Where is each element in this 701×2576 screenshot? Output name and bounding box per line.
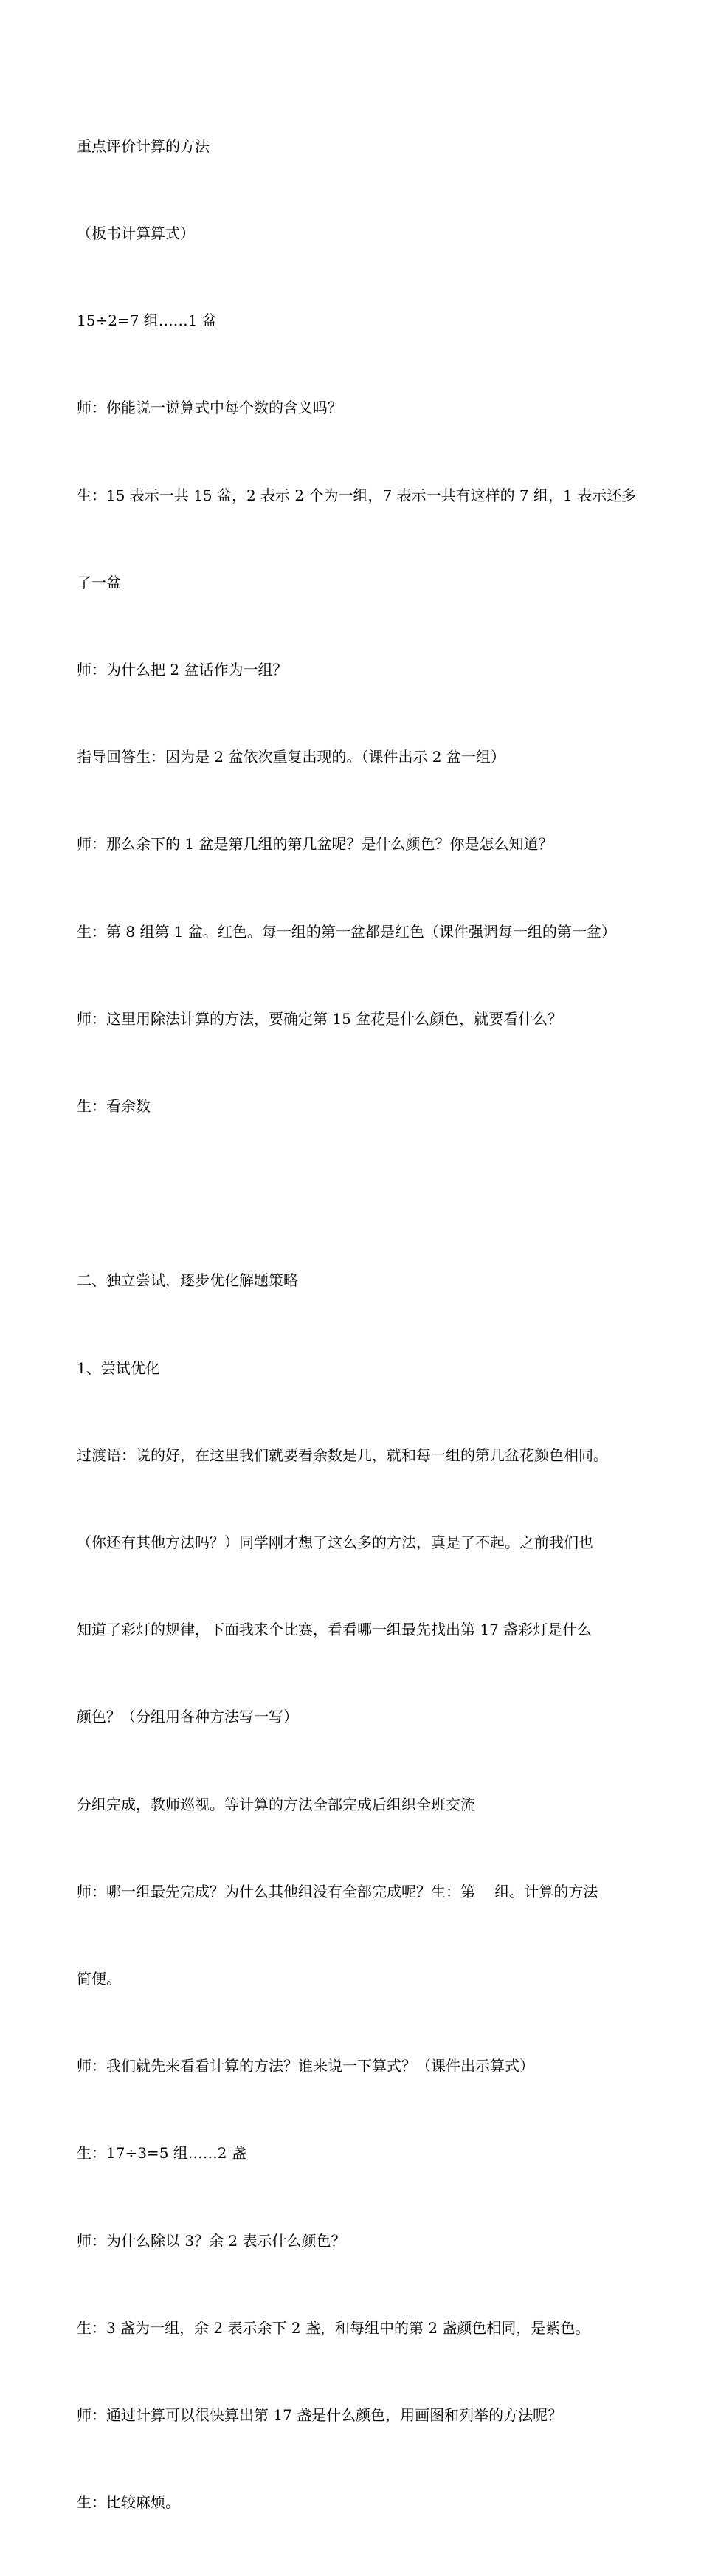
text-line: 生：第 8 组第 1 盆。红色。每一组的第一盆都是红色（课件强调每一组的第一盆） [77, 922, 616, 941]
text-line: 生：17÷3=5 组……2 盏 [77, 2144, 246, 2163]
text-line: 生：15 表示一共 15 盆，2 表示 2 个为一组，7 表示一共有这样的 7 组，1 表示还多 [77, 486, 637, 504]
text-line: 师：你能说一说算式中每个数的含义吗？ [77, 399, 342, 417]
text-line: 师：我们就先来看看计算的方法？谁来说一下算式？（课件出示算式） [77, 2057, 534, 2075]
section-heading: 二、独立尝试，逐步优化解题策略 [77, 1271, 298, 1290]
text-line: 师：这里用除法计算的方法，要确定第 15 盆花是什么颜色，就要看什么？ [77, 1009, 563, 1028]
text-line: 分组完成，教师巡视。等计算的方法全部完成后组织全班交流 [77, 1795, 475, 1813]
text-line: 生：3 盏为一组，余 2 表示余下 2 盏，和每组中的第 2 盏颜色相同，是紫色。 [77, 2318, 590, 2337]
blank-line [77, 1179, 638, 1208]
text-line: 简便。 [77, 1970, 121, 1988]
text-line: 指导回答生：因为是 2 盆依次重复出现的。（课件出示 2 盆一组） [77, 748, 505, 766]
text-line: 15÷2=7 组……1 盆 [77, 312, 217, 330]
text-line: 知道了彩灯的规律，下面我来个比赛，看看哪一组最先找出第 17 盏彩灯是什么 [77, 1621, 593, 1639]
text-line: 师：通过计算可以很快算出第 17 盏是什么颜色，用画图和列举的方法呢？ [77, 2406, 563, 2425]
text-line: 师：哪一组最先完成？为什么其他组没有全部完成呢？生：第 组。计算的方法 [77, 1882, 598, 1900]
text-line: 生：看余数 [77, 1097, 151, 1116]
text-line: （板书计算算式） [77, 224, 195, 243]
text-line: 过渡语：说的好，在这里我们就要看余数是几，就和每一组的第几盆花颜色相同。 [77, 1446, 608, 1464]
text-line: 师：为什么把 2 盆话作为一组？ [77, 661, 288, 679]
text-line: 了一盆 [77, 573, 121, 591]
text-line: （你还有其他方法吗？）同学刚才想了这么多的方法，真是了不起。之前我们也 [77, 1533, 593, 1552]
subsection-heading: 1、尝试优化 [77, 1359, 160, 1377]
text-line: 颜色？（分组用各种方法写一写） [77, 1708, 298, 1726]
text-line: 师：那么余下的 1 盆是第几组的第几盆呢？是什么颜色？你是怎么知道？ [77, 835, 553, 853]
document-body [77, 74, 638, 2576]
text-line: 师：为什么除以 3？余 2 表示什么颜色？ [77, 2231, 346, 2250]
text-line: 生：比较麻烦。 [77, 2493, 180, 2512]
text-line: 重点评价计算的方法 [77, 137, 210, 155]
